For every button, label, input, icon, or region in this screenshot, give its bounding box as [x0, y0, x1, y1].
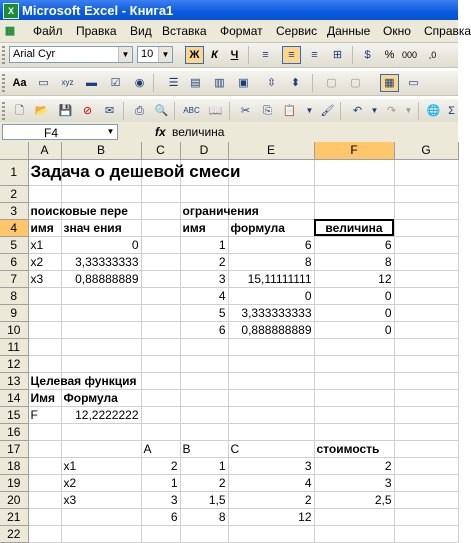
column-header-a[interactable]: A — [28, 142, 61, 159]
toolbar-grip[interactable] — [2, 74, 5, 92]
row-header[interactable]: 21 — [0, 508, 28, 525]
sheet-row — [0, 236, 458, 253]
cell-f16[interactable] — [314, 423, 394, 440]
cell-g18[interactable] — [394, 457, 458, 474]
cell-g8[interactable] — [394, 287, 458, 304]
cell-g9[interactable] — [394, 304, 458, 321]
cell-f21[interactable] — [314, 508, 394, 525]
cell-c15[interactable] — [141, 406, 180, 423]
combo-box-icon[interactable]: ▤ — [190, 77, 201, 89]
cell-e20[interactable]: 2 — [228, 491, 314, 508]
cell-d2[interactable] — [180, 185, 228, 202]
cell-c8[interactable] — [141, 287, 180, 304]
cell-d13[interactable] — [180, 372, 228, 389]
row-header[interactable]: 13 — [0, 372, 28, 389]
cell-b19[interactable]: x2 — [61, 474, 141, 491]
cell-e15[interactable] — [228, 406, 314, 423]
print-icon[interactable]: ⎙ — [135, 105, 144, 117]
sheet-row — [0, 372, 458, 389]
cell-c19[interactable]: 1 — [141, 474, 180, 491]
sheet-row — [0, 491, 458, 508]
column-header-c[interactable]: C — [141, 142, 180, 159]
cell-d18[interactable]: 1 — [180, 457, 228, 474]
cell-e1[interactable] — [228, 159, 314, 185]
row-header[interactable]: 1 — [0, 159, 28, 185]
merge-center-icon[interactable]: ⊞ — [332, 49, 343, 61]
cell-b11[interactable] — [61, 338, 141, 355]
cell-b8[interactable] — [61, 287, 141, 304]
sheet-row — [0, 338, 458, 355]
cell-d6[interactable]: 2 — [180, 253, 228, 270]
underline-button[interactable]: Ч — [230, 49, 239, 61]
menu-bar — [0, 20, 471, 43]
sheet-row — [0, 355, 458, 372]
edit-code-icon[interactable]: ▢ — [350, 77, 361, 89]
cell-d11[interactable] — [180, 338, 228, 355]
cell-a8[interactable] — [28, 287, 61, 304]
sheet-row — [0, 525, 458, 542]
chevron-down-icon[interactable]: ▼ — [404, 106, 413, 115]
cell-a17[interactable] — [28, 440, 61, 457]
cell-e6[interactable]: 8 — [228, 253, 314, 270]
row-header[interactable]: 7 — [0, 270, 28, 287]
cell-f13[interactable] — [314, 372, 394, 389]
menu-window[interactable]: Окно — [383, 24, 411, 38]
align-left-icon[interactable]: ≡ — [262, 49, 269, 61]
spelling-icon[interactable]: ABC — [183, 106, 200, 115]
cell-b9[interactable] — [61, 304, 141, 321]
cell-f17[interactable]: стоимость — [314, 440, 394, 457]
cell-a19[interactable] — [28, 474, 61, 491]
cell-c11[interactable] — [141, 338, 180, 355]
cell-d20[interactable]: 1,5 — [180, 491, 228, 508]
checkbox-icon[interactable]: ☑ — [110, 77, 121, 89]
cell-a14[interactable]: Имя — [28, 389, 61, 406]
sheet-row — [0, 508, 458, 525]
cell-a6[interactable]: x2 — [28, 253, 61, 270]
cell-g5[interactable] — [394, 236, 458, 253]
font-size-value: 10 — [141, 48, 154, 60]
column-header-g[interactable]: G — [394, 142, 458, 159]
row-header[interactable]: 3 — [0, 202, 28, 219]
sheet-row — [0, 185, 458, 202]
cell-f3[interactable] — [314, 202, 394, 219]
cell-b14[interactable]: Формула — [61, 389, 141, 406]
cell-a20[interactable] — [28, 491, 61, 508]
cell-b4[interactable]: знач ения — [61, 219, 141, 236]
sheet-row — [0, 270, 458, 287]
sheet-row — [0, 321, 458, 338]
sheet-row — [0, 406, 458, 423]
cell-a18[interactable] — [28, 457, 61, 474]
insert-function-icon[interactable]: fx — [155, 125, 166, 139]
align-center-icon[interactable]: ≡ — [282, 46, 301, 64]
row-header[interactable]: 17 — [0, 440, 28, 457]
cut-icon[interactable]: ✂ — [240, 105, 251, 117]
chevron-down-icon[interactable]: ▼ — [305, 106, 314, 115]
cell-g4[interactable] — [394, 219, 458, 236]
row-header[interactable]: 4 — [0, 219, 28, 236]
cell-e22[interactable] — [228, 525, 314, 542]
cell-d17[interactable]: B — [180, 440, 228, 457]
cell-d8[interactable]: 4 — [180, 287, 228, 304]
cell-e16[interactable] — [228, 423, 314, 440]
cell-c13[interactable] — [141, 372, 180, 389]
sheet-row — [0, 159, 458, 185]
cell-a3[interactable]: поисковые пере — [28, 202, 61, 219]
permission-icon[interactable]: ⊘ — [82, 105, 93, 117]
increase-decimal-button[interactable]: ,0 — [428, 50, 437, 60]
window-title: Microsoft Excel - Книга1 — [22, 3, 174, 18]
forms-toolbar — [0, 71, 458, 96]
cell-b18[interactable]: x1 — [61, 457, 141, 474]
cell-e18[interactable]: 3 — [228, 457, 314, 474]
cell-e17[interactable]: C — [228, 440, 314, 457]
row-header[interactable]: 9 — [0, 304, 28, 321]
cell-e9[interactable]: 3,333333333 — [228, 304, 314, 321]
cell-c4[interactable] — [141, 219, 180, 236]
workbook-icon[interactable]: ▦ — [4, 25, 16, 37]
sheet-row — [0, 474, 458, 491]
cell-e13[interactable] — [228, 372, 314, 389]
cell-b17[interactable] — [61, 440, 141, 457]
row-header[interactable]: 20 — [0, 491, 28, 508]
cell-e12[interactable] — [228, 355, 314, 372]
cell-e11[interactable] — [228, 338, 314, 355]
row-header[interactable]: 22 — [0, 525, 28, 542]
cell-a9[interactable] — [28, 304, 61, 321]
scroll-bar-icon[interactable]: ⇳ — [266, 77, 277, 89]
cell-b12[interactable] — [61, 355, 141, 372]
cell-g12[interactable] — [394, 355, 458, 372]
toolbar-grip[interactable] — [2, 102, 5, 120]
menu-tools[interactable]: Сервис — [276, 24, 318, 38]
cell-f12[interactable] — [314, 355, 394, 372]
menu-view[interactable]: Вид — [130, 24, 152, 38]
cell-f14[interactable] — [314, 389, 394, 406]
cell-a12[interactable] — [28, 355, 61, 372]
cell-a1[interactable]: Задача о дешевой смеси — [28, 159, 61, 185]
name-box-value: F4 — [43, 126, 58, 140]
font-name-combo[interactable] — [9, 46, 133, 63]
cell-b10[interactable] — [61, 321, 141, 338]
cell-c16[interactable] — [141, 423, 180, 440]
cell-b15[interactable]: 12,2222222 — [61, 406, 141, 423]
cell-g6[interactable] — [394, 253, 458, 270]
font-size-combo[interactable] — [137, 46, 173, 63]
cell-a7[interactable]: x3 — [28, 270, 61, 287]
cell-c12[interactable] — [141, 355, 180, 372]
name-box[interactable] — [2, 124, 118, 140]
menu-file[interactable]: Файл — [33, 24, 63, 38]
cell-c22[interactable] — [141, 525, 180, 542]
menu-help[interactable]: Справка — [424, 24, 471, 38]
row-header[interactable]: 10 — [0, 321, 28, 338]
redo-icon[interactable]: ↷ — [386, 105, 397, 117]
cell-g15[interactable] — [394, 406, 458, 423]
row-header[interactable]: 6 — [0, 253, 28, 270]
row-header[interactable]: 5 — [0, 236, 28, 253]
cell-b20[interactable]: x3 — [61, 491, 141, 508]
cell-e8[interactable]: 0 — [228, 287, 314, 304]
cell-g17[interactable] — [394, 440, 458, 457]
cell-d15[interactable] — [180, 406, 228, 423]
cell-a2[interactable] — [28, 185, 61, 202]
hyperlink-icon[interactable]: 🌐 — [426, 105, 441, 117]
align-right-icon[interactable]: ≡ — [311, 49, 318, 61]
cell-f2[interactable] — [314, 185, 394, 202]
cell-d3[interactable]: ограничения — [180, 202, 228, 219]
cell-g22[interactable] — [394, 525, 458, 542]
cell-g13[interactable] — [394, 372, 458, 389]
bold-button[interactable]: Ж — [185, 46, 204, 64]
formatting-toolbar — [0, 43, 458, 68]
cell-g2[interactable] — [394, 185, 458, 202]
cell-f18[interactable]: 2 — [314, 457, 394, 474]
row-header[interactable]: 14 — [0, 389, 28, 406]
cell-g3[interactable] — [394, 202, 458, 219]
cell-f15[interactable] — [314, 406, 394, 423]
column-header-f[interactable]: F — [314, 142, 394, 159]
formula-input[interactable]: величина — [172, 125, 225, 139]
text-field-icon[interactable]: ▭ — [38, 77, 49, 89]
cell-e2[interactable] — [228, 185, 314, 202]
control-properties-icon[interactable]: ▢ — [326, 77, 337, 89]
cell-f20[interactable]: 2,5 — [314, 491, 394, 508]
cell-c20[interactable]: 3 — [141, 491, 180, 508]
italic-button[interactable]: К — [211, 49, 218, 61]
row-header[interactable]: 16 — [0, 423, 28, 440]
percent-button[interactable]: % — [384, 49, 395, 61]
research-icon[interactable]: 📖 — [208, 105, 223, 117]
sheet-row — [0, 287, 458, 304]
cell-b5[interactable]: 0 — [61, 236, 141, 253]
title-bar — [0, 0, 458, 20]
copy-icon[interactable]: ⎘ — [263, 105, 272, 117]
cell-c3[interactable] — [141, 202, 180, 219]
cell-c9[interactable] — [141, 304, 180, 321]
chevron-down-icon[interactable]: ▼ — [106, 127, 115, 136]
cell-b6[interactable]: 3,33333333 — [61, 253, 141, 270]
cell-c14[interactable] — [141, 389, 180, 406]
sheet-row — [0, 202, 458, 219]
cell-g19[interactable] — [394, 474, 458, 491]
toolbar-grip[interactable] — [2, 46, 5, 64]
excel-app-icon: X — [3, 3, 19, 19]
cell-f4[interactable]: величина — [314, 219, 394, 236]
row-header[interactable]: 18 — [0, 457, 28, 474]
cell-b22[interactable] — [61, 525, 141, 542]
cell-a10[interactable] — [28, 321, 61, 338]
cell-b7[interactable]: 0,88888889 — [61, 270, 141, 287]
format-painter-icon[interactable]: 🖌 — [320, 105, 335, 117]
row-header[interactable]: 12 — [0, 355, 28, 372]
cell-f10[interactable]: 0 — [314, 321, 394, 338]
cell-g11[interactable] — [394, 338, 458, 355]
cell-d4[interactable]: имя — [180, 219, 228, 236]
cell-a16[interactable] — [28, 423, 61, 440]
cell-a4[interactable]: имя — [28, 219, 61, 236]
cell-d19[interactable]: 2 — [180, 474, 228, 491]
combo-list-icon[interactable]: ▥ — [214, 77, 225, 89]
cell-g1[interactable] — [394, 159, 458, 185]
cell-d10[interactable]: 6 — [180, 321, 228, 338]
row-header[interactable]: 15 — [0, 406, 28, 423]
row-header[interactable]: 19 — [0, 474, 28, 491]
cell-c17[interactable]: A — [141, 440, 180, 457]
email-icon[interactable]: ✉ — [104, 105, 115, 117]
paste-icon[interactable]: 📋 — [282, 105, 297, 117]
cell-c18[interactable]: 2 — [141, 457, 180, 474]
chevron-down-icon[interactable]: ▼ — [118, 47, 132, 62]
cell-d9[interactable]: 5 — [180, 304, 228, 321]
cell-b16[interactable] — [61, 423, 141, 440]
cell-c7[interactable] — [141, 270, 180, 287]
cell-d16[interactable] — [180, 423, 228, 440]
cell-g10[interactable] — [394, 321, 458, 338]
row-header[interactable]: 8 — [0, 287, 28, 304]
menu-format[interactable]: Формат — [220, 24, 263, 38]
cell-f8[interactable]: 0 — [314, 287, 394, 304]
cell-e21[interactable]: 12 — [228, 508, 314, 525]
menu-data[interactable]: Данные — [327, 24, 371, 38]
column-header-d[interactable]: D — [180, 142, 228, 159]
run-dialog-icon[interactable]: ▭ — [408, 77, 419, 89]
cell-d21[interactable]: 8 — [180, 508, 228, 525]
cell-e5[interactable]: 6 — [228, 236, 314, 253]
sheet-row — [0, 253, 458, 270]
cell-b21[interactable] — [61, 508, 141, 525]
cell-g16[interactable] — [394, 423, 458, 440]
cell-a5[interactable]: x1 — [28, 236, 61, 253]
cell-g14[interactable] — [394, 389, 458, 406]
row-header[interactable]: 2 — [0, 185, 28, 202]
currency-icon[interactable]: $ — [364, 49, 371, 61]
chevron-down-icon[interactable]: ▼ — [370, 106, 379, 115]
cell-f22[interactable] — [314, 525, 394, 542]
cell-c5[interactable] — [141, 236, 180, 253]
cell-c6[interactable] — [141, 253, 180, 270]
menu-edit[interactable]: Правка — [76, 24, 117, 38]
cell-a13[interactable]: Целевая функция — [28, 372, 61, 389]
chevron-down-icon[interactable]: ▼ — [158, 47, 172, 62]
save-icon[interactable]: 💾 — [58, 105, 73, 117]
cell-c10[interactable] — [141, 321, 180, 338]
cell-c21[interactable]: 6 — [141, 508, 180, 525]
thousands-button[interactable]: 000 — [401, 50, 418, 60]
cell-f19[interactable]: 3 — [314, 474, 394, 491]
list-box-icon[interactable]: ☰ — [168, 77, 179, 89]
column-header-b[interactable]: B — [61, 142, 141, 159]
cell-d7[interactable]: 3 — [180, 270, 228, 287]
cell-g7[interactable] — [394, 270, 458, 287]
cell-d22[interactable] — [180, 525, 228, 542]
sheet-row — [0, 219, 458, 236]
cell-f9[interactable]: 0 — [314, 304, 394, 321]
label-icon[interactable]: Aa — [12, 77, 27, 89]
combo-dropdown-icon[interactable]: ▣ — [238, 77, 249, 89]
cell-a21[interactable] — [28, 508, 61, 525]
cell-g21[interactable] — [394, 508, 458, 525]
row-header[interactable]: 11 — [0, 338, 28, 355]
cell-e7[interactable]: 15,11111111 — [228, 270, 314, 287]
open-folder-icon[interactable]: 📂 — [34, 105, 49, 117]
menu-insert[interactable]: Вставка — [162, 24, 207, 38]
cell-b2[interactable] — [61, 185, 141, 202]
column-header-e[interactable]: E — [228, 142, 314, 159]
cell-d12[interactable] — [180, 355, 228, 372]
undo-icon[interactable]: ↶ — [352, 105, 363, 117]
select-all-corner[interactable] — [0, 142, 28, 159]
cell-e14[interactable] — [228, 389, 314, 406]
cell-e4[interactable]: формула — [228, 219, 314, 236]
cell-d5[interactable]: 1 — [180, 236, 228, 253]
option-button-icon[interactable]: ◉ — [134, 77, 145, 89]
formula-bar — [0, 122, 458, 143]
spinner-icon[interactable]: ⬍ — [290, 77, 301, 89]
cell-g20[interactable] — [394, 491, 458, 508]
font-name-value: Arial Cyr — [13, 48, 56, 60]
sheet-row — [0, 304, 458, 321]
worksheet-grid — [0, 142, 459, 543]
cell-c2[interactable] — [141, 185, 180, 202]
cell-f6[interactable]: 8 — [314, 253, 394, 270]
sheet-row — [0, 389, 458, 406]
sheet-row — [0, 440, 458, 457]
cell-e10[interactable]: 0,888888889 — [228, 321, 314, 338]
sheet-row — [0, 423, 458, 440]
print-preview-icon[interactable]: 🔍 — [154, 105, 169, 117]
cell-f1[interactable] — [314, 159, 394, 185]
cell-f5[interactable]: 6 — [314, 236, 394, 253]
cell-a11[interactable] — [28, 338, 61, 355]
button-icon[interactable]: ▬ — [86, 77, 97, 89]
cell-d14[interactable] — [180, 389, 228, 406]
cell-f7[interactable]: 12 — [314, 270, 394, 287]
autosum-icon[interactable]: Σ — [448, 105, 455, 117]
standard-toolbar — [0, 99, 458, 123]
toggle-grid-icon[interactable]: ▦ — [380, 74, 399, 92]
cell-e19[interactable]: 4 — [228, 474, 314, 491]
group-box-icon[interactable]: xyz — [61, 78, 74, 87]
new-document-icon[interactable]: 🗋 — [15, 105, 24, 117]
cell-f11[interactable] — [314, 338, 394, 355]
cell-a22[interactable] — [28, 525, 61, 542]
cell-a15[interactable]: F — [28, 406, 61, 423]
sheet-row — [0, 457, 458, 474]
